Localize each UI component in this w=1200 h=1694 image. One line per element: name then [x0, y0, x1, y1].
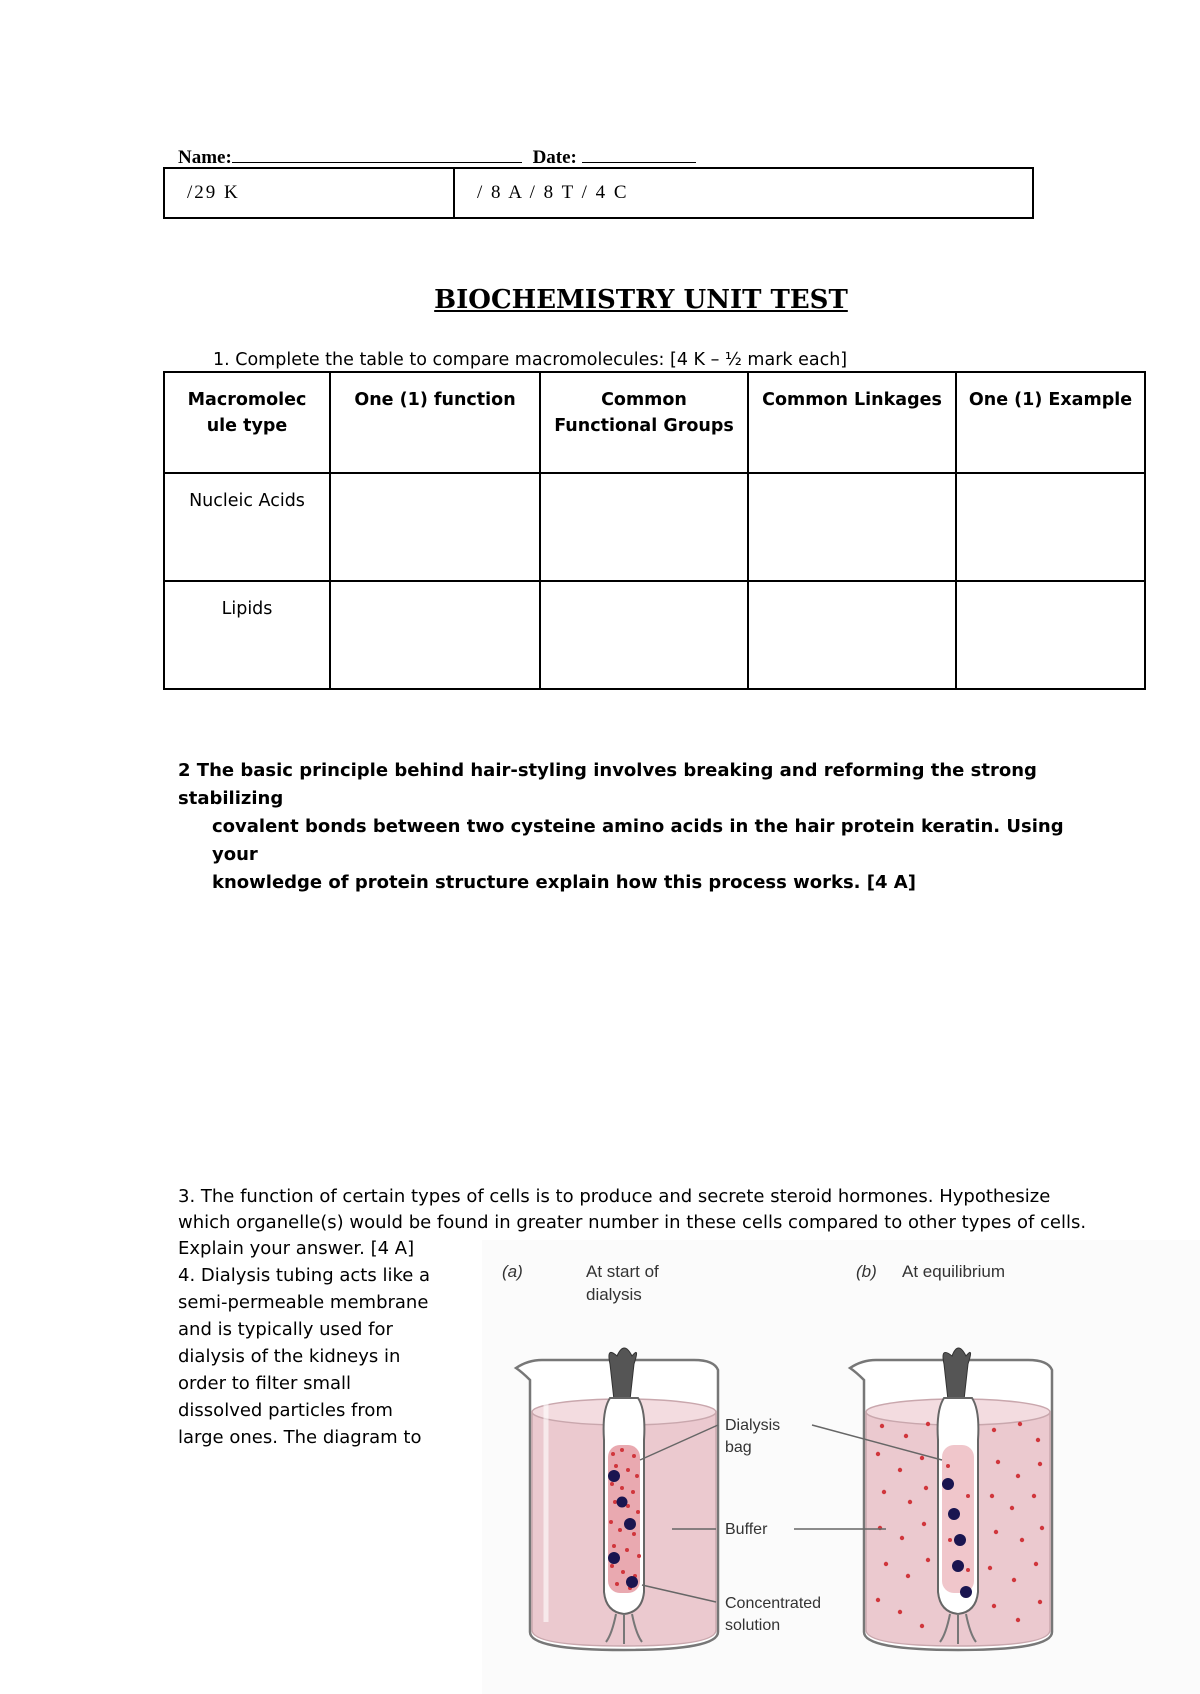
question-2-line-1: 2 The basic principle behind hair-styling involves breaking and reforming the strong stabilizing: [178, 760, 1037, 809]
date-blank[interactable]: [582, 144, 696, 163]
answer-cell[interactable]: [330, 581, 540, 689]
score-box: [163, 167, 1034, 219]
question-4: 4. Dialysis tubing acts like a semi-permeable membrane and is typically used for dialysis of the kidneys in order to filter small dissolved particles from large ones. The diagram to: [178, 1265, 431, 1448]
table-header-row: [164, 372, 1145, 473]
header-example: One (1) Example: [956, 372, 1145, 473]
table-row: [164, 581, 1145, 689]
caption-b: At equilibrium: [902, 1262, 1005, 1281]
answer-cell[interactable]: [330, 473, 540, 581]
concentrated-line-2: solution: [725, 1617, 781, 1634]
score-k: /29 K: [165, 169, 455, 217]
answer-cell[interactable]: [748, 473, 956, 581]
dialysis-bag-line-1: Dialysis: [725, 1417, 781, 1434]
answer-cell[interactable]: [540, 581, 748, 689]
name-blank[interactable]: [232, 144, 522, 163]
dialysis-bag-line-2: bag: [725, 1439, 752, 1456]
beaker-b: [850, 1348, 1052, 1650]
name-date-line: [178, 144, 696, 169]
header-linkages: Common Linkages: [748, 372, 956, 473]
question-2-line-3: knowledge of protein structure explain how this process works. [4 A]: [212, 872, 916, 893]
name-label: Name:: [178, 147, 232, 168]
table-row: [164, 473, 1145, 581]
caption-a-line-1: At start of: [586, 1262, 659, 1281]
buffer-label: Buffer: [725, 1521, 768, 1538]
question-3: 3. The function of certain types of cells is to produce and secrete steroid hormones. Hypothesize which organelle(s) would be found in greater number in these cells compared to other types of cells. Explain your answer. [4 A]: [178, 1186, 1087, 1259]
question-2: [178, 757, 1108, 897]
date-label: Date:: [532, 147, 577, 168]
header-functional-groups: Common Functional Groups: [540, 372, 748, 473]
answer-cell[interactable]: [956, 473, 1145, 581]
question-1-prompt: 1. Complete the table to compare macromolecules: [4 K – ½ mark each]: [213, 350, 848, 370]
figure-label-a: (a): [502, 1262, 523, 1281]
page-title: BIOCHEMISTRY UNIT TEST: [434, 285, 848, 315]
macromolecule-table: [163, 371, 1146, 690]
figure-label-b: (b): [856, 1262, 877, 1281]
caption-a-line-2: dialysis: [586, 1285, 642, 1304]
row-label-nucleic-acids: Nucleic Acids: [164, 473, 330, 581]
score-atc: / 8 A / 8 T / 4 C: [477, 182, 629, 203]
concentrated-line-1: Concentrated: [725, 1595, 822, 1612]
header-macromolecule-type: Macromolec ule type: [164, 372, 330, 473]
dialysis-diagram: [482, 1240, 1200, 1694]
beaker-a: [516, 1348, 718, 1650]
answer-cell[interactable]: [748, 581, 956, 689]
header-function: One (1) function: [330, 372, 540, 473]
row-label-lipids: Lipids: [164, 581, 330, 689]
answer-cell[interactable]: [540, 473, 748, 581]
question-2-line-2: covalent bonds between two cysteine amino acids in the hair protein keratin. Using your: [212, 816, 1064, 865]
answer-cell[interactable]: [956, 581, 1145, 689]
